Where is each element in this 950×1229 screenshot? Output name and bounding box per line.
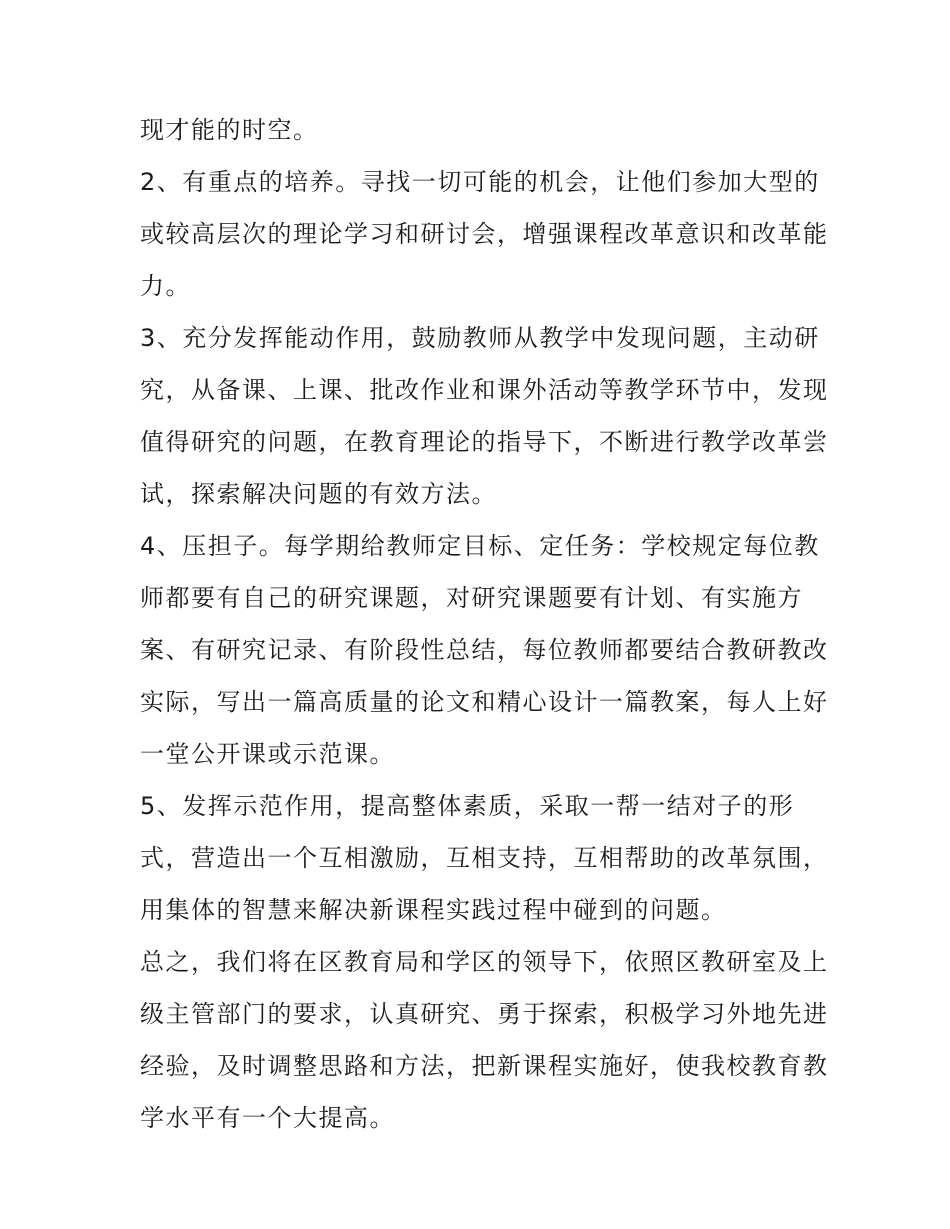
- text-line: 3、充分发挥能动作用，鼓励教师从教学中发现问题，主动研: [140, 324, 820, 352]
- text-line: 究，从备课、上课、批改作业和课外活动等教学环节中，发现: [140, 376, 829, 404]
- text-line: 力。: [140, 272, 191, 300]
- text-line: 试，探索解决问题的有效方法。: [140, 480, 497, 508]
- document-body: [140, 104, 830, 1144]
- text-line: 实际，写出一篇高质量的论文和精心设计一篇教案，每人上好: [140, 688, 829, 716]
- text-line: 现才能的时空。: [140, 116, 319, 144]
- text-line: 或较高层次的理论学习和研讨会，增强课程改革意识和改革能: [140, 220, 829, 248]
- text-line: 总之，我们将在区教育局和学区的领导下，依照区教研室及上: [140, 948, 829, 976]
- text-line: 经验，及时调整思路和方法，把新课程实施好，使我校教育教: [140, 1052, 829, 1080]
- text-line: 级主管部门的要求，认真研究、勇于探索，积极学习外地先进: [140, 1000, 829, 1028]
- text-line: 式，营造出一个互相激励，互相支持，互相帮助的改革氛围，: [140, 844, 829, 872]
- text-line: 学水平有一个大提高。: [140, 1104, 395, 1132]
- text-line: 4、压担子。每学期给教师定目标、定任务：学校规定每位教: [140, 532, 820, 560]
- text-line: 值得研究的问题，在教育理论的指导下，不断进行教学改革尝: [140, 428, 829, 456]
- text-line: 一堂公开课或示范课。: [140, 740, 395, 768]
- text-line: 案、有研究记录、有阶段性总结，每位教师都要结合教研教改: [140, 636, 829, 664]
- text-line: 用集体的智慧来解决新课程实践过程中碰到的问题。: [140, 896, 727, 924]
- text-line: 师都要有自己的研究课题，对研究课题要有计划、有实施方: [140, 584, 803, 612]
- text-line: 2、有重点的培养。寻找一切可能的机会，让他们参加大型的: [140, 168, 820, 196]
- text-line: 5、发挥示范作用，提高整体素质，采取一帮一结对子的形: [140, 792, 795, 820]
